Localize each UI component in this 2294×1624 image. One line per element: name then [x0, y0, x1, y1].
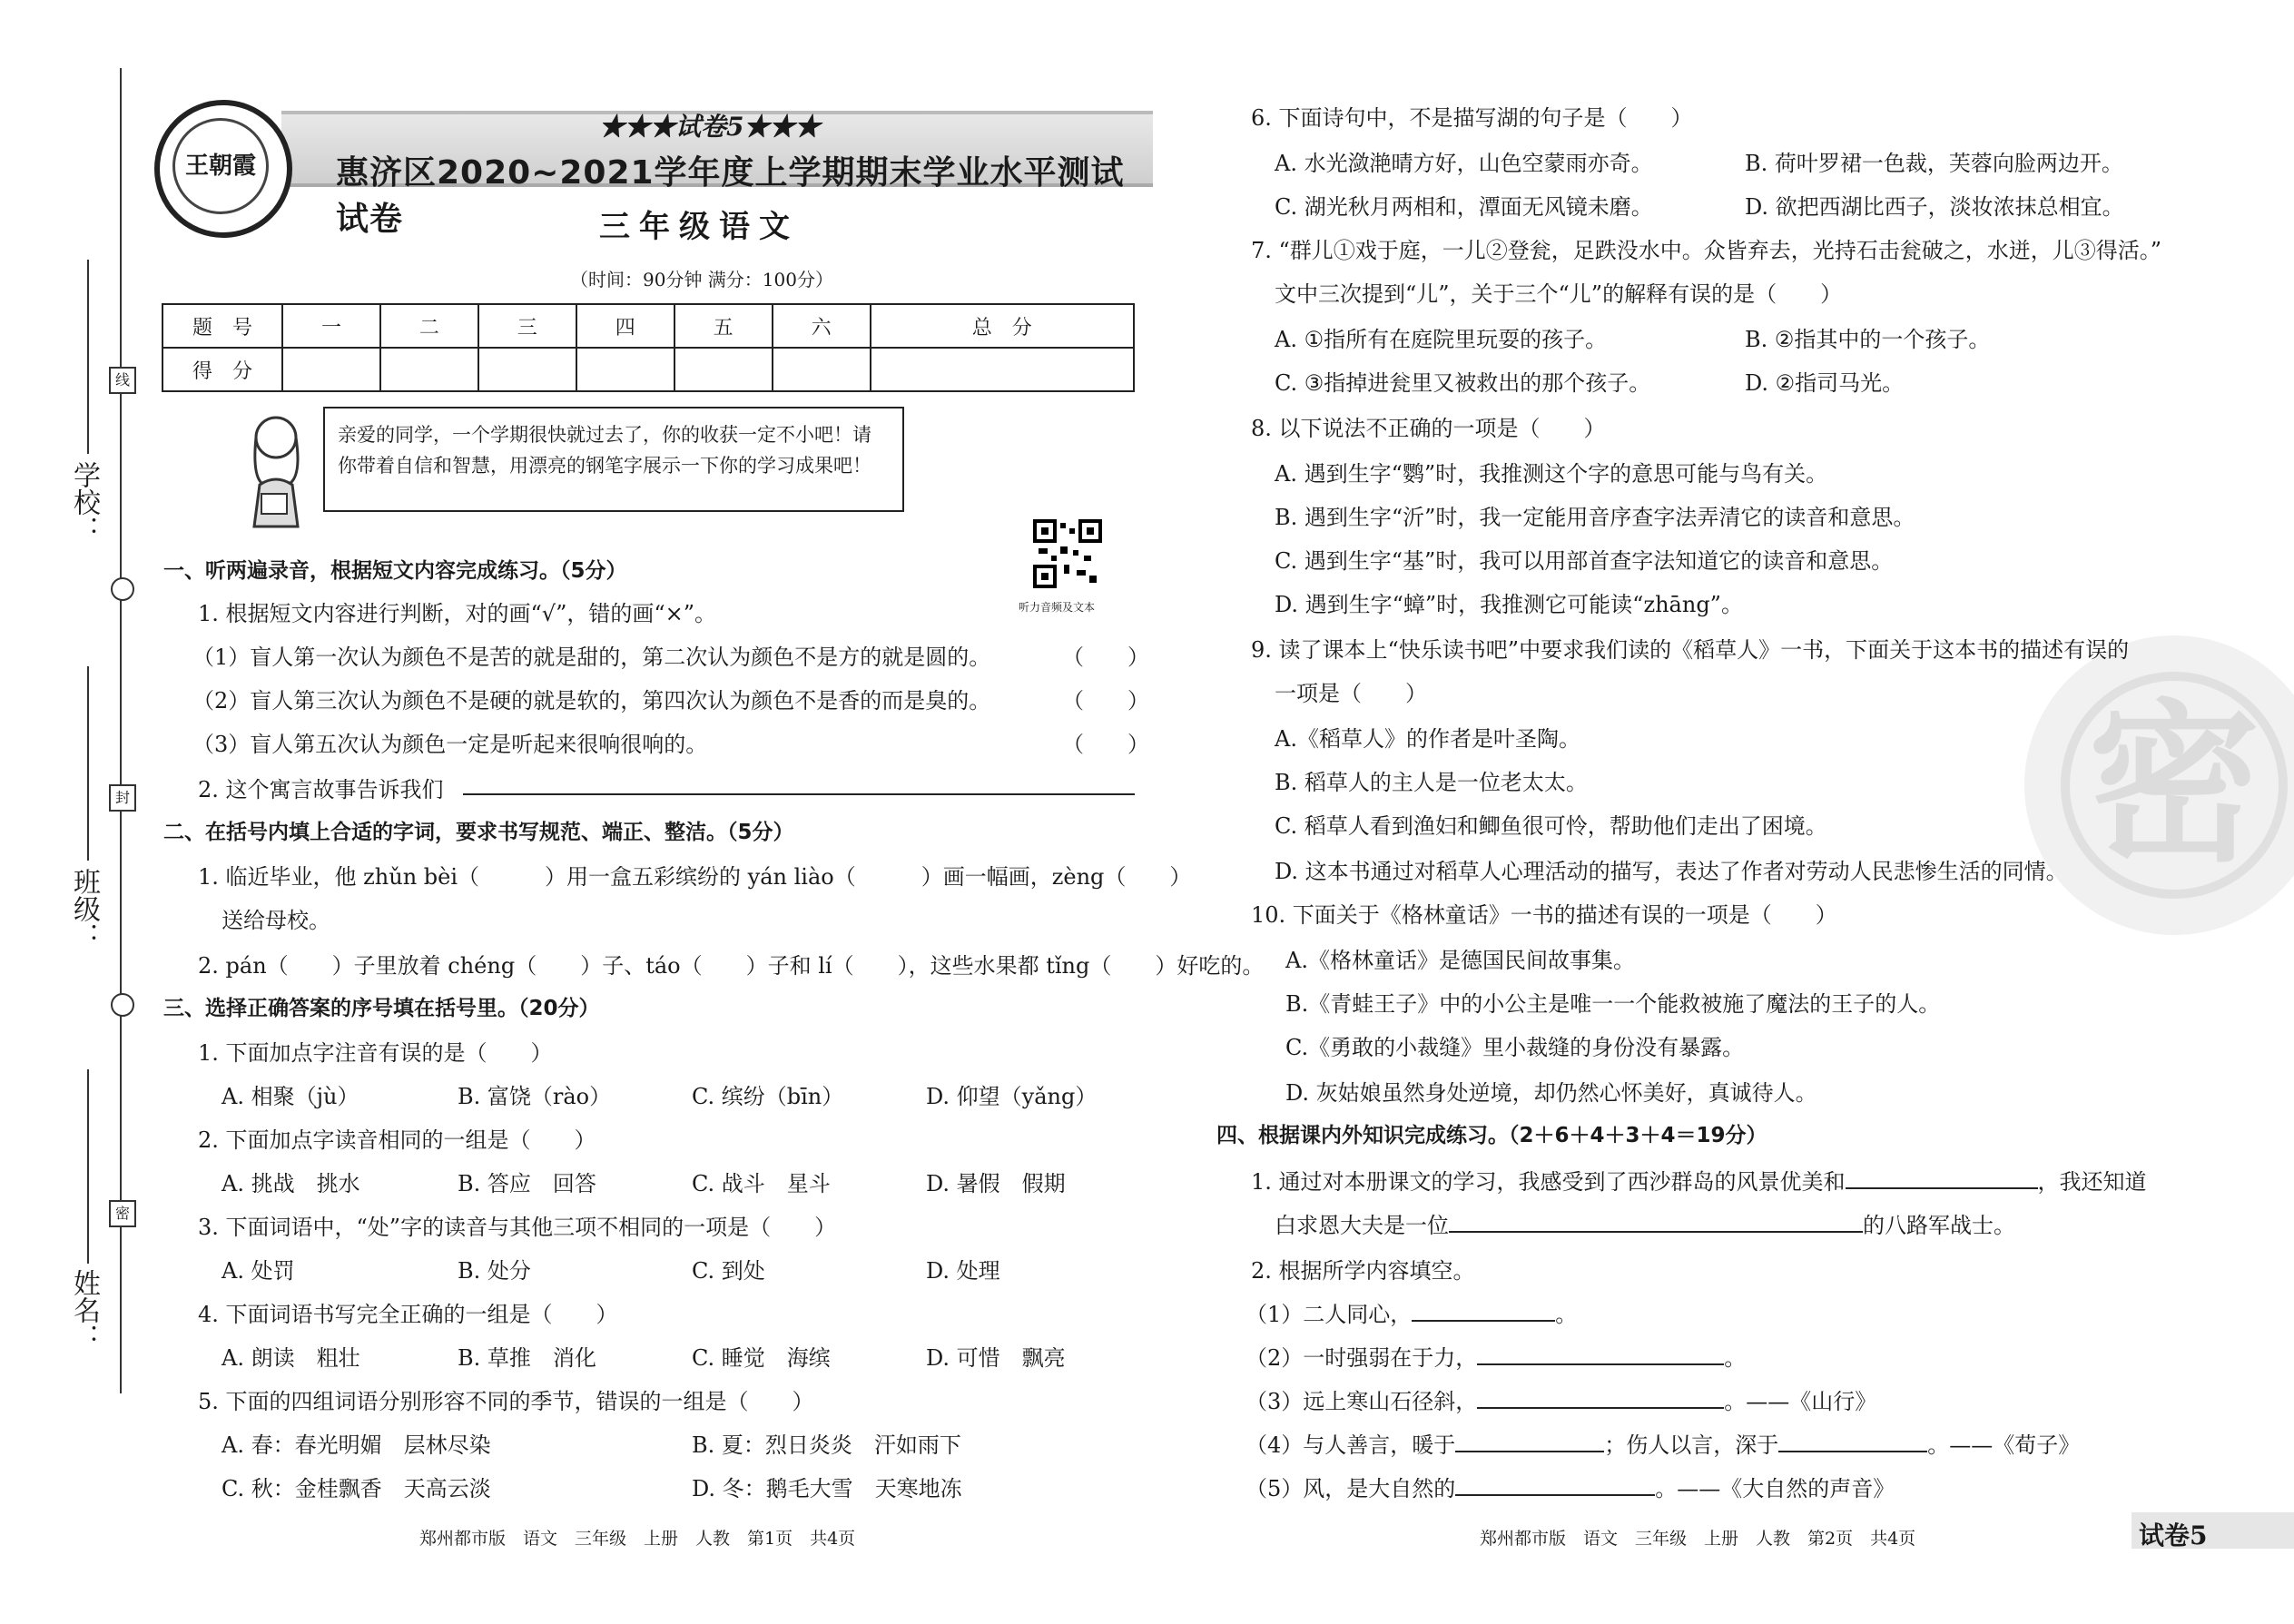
option-d[interactable]: D. 暑假 假期	[926, 1171, 1066, 1196]
s4-fill-4	[1245, 1427, 2080, 1459]
fill-text: （2）一时强弱在于力，	[1245, 1345, 1478, 1371]
score-cell[interactable]	[576, 348, 674, 391]
binding-mark-line: 线	[109, 367, 136, 394]
s1-item-1: （1）盲人第一次认为颜色不是苦的就是甜的，第二次认为颜色不是方的就是圆的。	[192, 645, 991, 670]
s4-q1b-end: 的八路军战士。	[1863, 1213, 2015, 1238]
option-d[interactable]: D. 遇到生字“蟑”时，我推测它可能读“zhāng”。	[1275, 592, 1743, 617]
section2-heading: 二、在括号内填上合适的字词，要求书写规范、端正、整洁。（5分）	[163, 821, 794, 844]
option-c[interactable]: C. 秋：金桂飘香 天高云淡	[222, 1476, 491, 1501]
option-a[interactable]: A.《格林童话》是德国民间故事集。	[1285, 948, 1635, 973]
binding-line	[120, 68, 122, 1393]
exam-number: ★★★试卷5★★★	[599, 112, 821, 142]
page-footer: 郑州都市版 语文 三年级 上册 人教 第2页 共4页	[1480, 1529, 1916, 1549]
fill-end: 。——《荀子》	[1927, 1432, 2081, 1458]
qr-caption: 听力音频及文本	[1019, 601, 1096, 614]
s3-question: 1. 下面加点字注音有误的是（ ）	[198, 1040, 553, 1066]
score-header-cell: 五	[674, 304, 773, 348]
option-c[interactable]: C. ③指掉进瓮里又被救出的那个孩子。	[1275, 370, 1651, 396]
q9: 9. 读了课本上“快乐读书吧”中要求我们读的《稻草人》一书，下面关于这本书的描述有误的	[1251, 637, 2130, 663]
class-write-line	[87, 666, 89, 861]
s4-fill-2	[1245, 1340, 1746, 1372]
publisher-logo	[154, 100, 292, 238]
answer-blank[interactable]	[1412, 1300, 1555, 1322]
answer-blank[interactable]	[1455, 1474, 1655, 1496]
s3-question: 2. 下面加点字读音相同的一组是（ ）	[198, 1127, 596, 1153]
answer-blank[interactable]	[1449, 1211, 1863, 1233]
option-a[interactable]: A. 朗读 粗壮	[222, 1345, 360, 1371]
option-d[interactable]: D. 冬：鹅毛大雪 天寒地冻	[692, 1476, 962, 1501]
seal-char: 密	[2061, 672, 2288, 899]
q6: 6. 下面诗句中，不是描写湖的句子是（ ）	[1251, 105, 1693, 131]
section4-heading: 四、根据课内外知识完成练习。（2＋6＋4＋3＋4＝19分）	[1216, 1124, 1767, 1147]
answer-blank[interactable]	[1477, 1343, 1724, 1365]
option-c[interactable]: C. 战斗 星斗	[692, 1171, 831, 1196]
score-header-cell: 题 号	[162, 304, 282, 348]
girl-illustration	[234, 410, 316, 528]
s4-q1	[1251, 1164, 2147, 1196]
score-cell[interactable]	[674, 348, 773, 391]
option-d[interactable]: D. 这本书通过对稻草人心理活动的描写，表达了作者对劳动人民悲惨生活的同情。	[1275, 859, 2068, 884]
option-a[interactable]: A. 水光潋滟晴方好，山色空蒙雨亦奇。	[1275, 151, 1653, 176]
score-header-cell: 二	[380, 304, 478, 348]
option-a[interactable]: A. 相聚（jù）	[222, 1084, 359, 1109]
option-c[interactable]: C. 睡觉 海缤	[692, 1345, 831, 1371]
score-cell[interactable]	[478, 348, 576, 391]
binding-hole	[111, 577, 134, 601]
score-table-header-row	[162, 304, 1134, 348]
option-a[interactable]: A. 春：春光明媚 层林尽染	[222, 1432, 491, 1458]
s4-q1-end: ，我还知道	[2037, 1169, 2147, 1195]
q10: 10. 下面关于《格林童话》一书的描述有误的一项是（ ）	[1251, 902, 1837, 928]
logo-text: 王朝霞	[172, 118, 269, 214]
fill-mid: ；伤人以言，深于	[1604, 1432, 1779, 1458]
name-label: 姓名：	[68, 1269, 100, 1351]
option-d[interactable]: D. ②指司马光。	[1745, 370, 1905, 396]
answer-blank[interactable]	[1477, 1387, 1724, 1409]
s4-q1-text: 1. 通过对本册课文的学习，我感受到了西沙群岛的风景优美和	[1251, 1169, 1846, 1195]
score-table-score-row	[162, 348, 1134, 391]
s4-q2: 2. 根据所学内容填空。	[1251, 1258, 1475, 1284]
option-b[interactable]: B. 处分	[458, 1258, 531, 1284]
q7-cont: 文中三次提到“儿”，关于三个“儿”的解释有误的是（ ）	[1275, 281, 1843, 307]
school-write-line	[87, 260, 89, 454]
answer-line[interactable]	[463, 793, 1135, 795]
option-d[interactable]: D. 仰望（yǎng）	[926, 1084, 1098, 1109]
score-header-cell: 总 分	[871, 304, 1134, 348]
exam-subtitle: 三年级语文	[599, 209, 799, 245]
answer-paren[interactable]: （ ）	[1062, 732, 1149, 757]
score-table	[162, 303, 1135, 392]
s4-fill-3	[1245, 1383, 1876, 1415]
answer-paren[interactable]: （ ）	[1062, 645, 1149, 670]
s2-q1-cont: 送给母校。	[222, 908, 330, 933]
section3-heading: 三、选择正确答案的序号填在括号里。（20分）	[163, 997, 600, 1020]
secret-seal-watermark	[2024, 635, 2294, 935]
fill-text: （1）二人同心，	[1245, 1302, 1413, 1327]
option-c[interactable]: C.《勇敢的小裁缝》里小裁缝的身份没有暴露。	[1285, 1035, 1745, 1060]
score-row-label: 得 分	[162, 348, 282, 391]
fill-end: 。——《山行》	[1724, 1389, 1877, 1414]
option-d[interactable]: D. 欲把西湖比西子，淡妆浓抹总相宜。	[1745, 194, 2124, 220]
s2-q1: 1. 临近毕业，他 zhǔn bèi（ ）用一盒五彩缤纷的 yán liào（ ）画一幅画，zèng（ ）	[198, 864, 1192, 890]
option-c[interactable]: C. 稻草人看到渔妇和鲫鱼很可怜，帮助他们走出了困境。	[1275, 813, 1827, 839]
qr-code-icon[interactable]	[1033, 519, 1102, 588]
s1-item-3: （3）盲人第五次认为颜色一定是听起来很响很响的。	[192, 732, 708, 757]
fill-end: 。	[1724, 1345, 1747, 1371]
s1-q2: 2. 这个寓言故事告诉我们	[198, 777, 444, 802]
class-label: 班级：	[68, 868, 100, 950]
answer-blank[interactable]	[1846, 1167, 2038, 1189]
option-b[interactable]: B. 稻草人的主人是一位老太太。	[1275, 770, 1588, 795]
option-d[interactable]: D. 处理	[926, 1258, 1000, 1284]
name-write-line	[87, 1069, 89, 1264]
s4-fill-5	[1245, 1471, 1895, 1502]
option-b[interactable]: B.《青蛙王子》中的小公主是唯一一个能救被施了魔法的王子的人。	[1285, 991, 1941, 1017]
fill-end: 。——《大自然的声音》	[1655, 1476, 1895, 1501]
option-a[interactable]: A. ①指所有在庭院里玩耍的孩子。	[1275, 327, 1608, 352]
option-c[interactable]: C. 缤纷（bīn）	[692, 1084, 844, 1109]
s3-question: 5. 下面的四组词语分别形容不同的季节，错误的一组是（ ）	[198, 1389, 814, 1414]
option-b[interactable]: B. ②指其中的一个孩子。	[1745, 327, 1991, 352]
option-d[interactable]: D. 灰姑娘虽然身处逆境，却仍然心怀美好，真诚待人。	[1285, 1080, 1817, 1106]
option-b[interactable]: B. 答应 回答	[458, 1171, 596, 1196]
option-a[interactable]: A. 挑战 挑水	[222, 1171, 360, 1196]
score-cell[interactable]	[773, 348, 871, 391]
score-header-cell: 四	[576, 304, 674, 348]
s3-question: 3. 下面词语中，“处”字的读音与其他三项不相同的一项是（ ）	[198, 1215, 837, 1240]
answer-paren[interactable]: （ ）	[1062, 688, 1149, 714]
option-b[interactable]: B. 夏：烈日炎炎 汗如雨下	[692, 1432, 961, 1458]
s4-q1-cont	[1275, 1207, 2015, 1239]
binding-hole	[111, 993, 134, 1017]
score-header-cell: 三	[478, 304, 576, 348]
q8: 8. 以下说法不正确的一项是（ ）	[1251, 416, 1606, 441]
exam-title: 惠济区2020~2021学年度上学期期末学业水平测试试卷	[336, 154, 1125, 238]
q9-cont: 一项是（ ）	[1275, 681, 1427, 706]
option-c[interactable]: C. 遇到生字“基”时，我可以用部首查字法知道它的读音和意思。	[1275, 548, 1894, 574]
greeting-bubble: 亲爱的同学，一个学期很快就过去了，你的收获一定不小吧！请你带着自信和智慧，用漂亮的钢笔字展示一下你的学习成果吧！	[323, 407, 904, 512]
option-a[interactable]: A. 遇到生字“鹦”时，我推测这个字的意思可能与鸟有关。	[1275, 461, 1828, 487]
school-label: 学校：	[68, 461, 100, 543]
time-info: （时间：90分钟 满分：100分）	[570, 269, 833, 290]
option-b[interactable]: B. 遇到生字“沂”时，我一定能用音序查字法弄清它的读音和意思。	[1275, 505, 1915, 530]
option-b[interactable]: B. 草推 消化	[458, 1345, 596, 1371]
option-c[interactable]: C. 到处	[692, 1258, 765, 1284]
s3-question: 4. 下面词语书写完全正确的一组是（ ）	[198, 1302, 618, 1327]
option-c[interactable]: C. 湖光秋月两相和，潭面无风镜未磨。	[1275, 194, 1653, 220]
score-header-cell: 六	[773, 304, 871, 348]
answer-blank[interactable]	[1455, 1431, 1604, 1452]
score-cell[interactable]	[282, 348, 380, 391]
option-d[interactable]: D. 可惜 飘亮	[926, 1345, 1066, 1371]
score-header-cell: 一	[282, 304, 380, 348]
option-a[interactable]: A.《稻草人》的作者是叶圣陶。	[1275, 726, 1580, 752]
binding-mark-secret: 密	[109, 1200, 136, 1227]
fill-text: （3）远上寒山石径斜，	[1245, 1389, 1478, 1414]
s1-q1: 1. 根据短文内容进行判断，对的画“√”，错的画“×”。	[198, 601, 717, 626]
q7: 7. “群儿①戏于庭，一儿②登瓮，足跌没水中。众皆弃去，光持石击瓮破之，水迸，儿③得活。”	[1251, 238, 2162, 263]
corner-exam-label: 试卷5	[2139, 1521, 2208, 1550]
fill-end: 。	[1555, 1302, 1578, 1327]
option-a[interactable]: A. 处罚	[222, 1258, 295, 1284]
s1-item-2: （2）盲人第三次认为颜色不是硬的就是软的，第四次认为颜色不是香的而是臭的。	[192, 688, 991, 714]
option-b[interactable]: B. 富饶（rào）	[458, 1084, 612, 1109]
page-footer: 郑州都市版 语文 三年级 上册 人教 第1页 共4页	[419, 1529, 856, 1549]
score-cell[interactable]	[380, 348, 478, 391]
option-b[interactable]: B. 荷叶罗裙一色裁，芙蓉向脸两边开。	[1745, 151, 2123, 176]
section1-heading: 一、听两遍录音，根据短文内容完成练习。（5分）	[163, 559, 627, 583]
score-cell[interactable]	[871, 348, 1134, 391]
fill-text: （4）与人善言，暖于	[1245, 1432, 1456, 1458]
s2-q2: 2. pán（ ）子里放着 chéng（ ）子、táo（ ）子和 lí（ ），这些水果都 tǐng（ ）好吃的。	[198, 953, 1265, 979]
fill-text: （5）风，是大自然的	[1245, 1476, 1456, 1501]
s4-q1b-text: 白求恩大夫是一位	[1275, 1213, 1449, 1238]
s4-fill-1	[1245, 1296, 1577, 1328]
binding-mark-seal: 封	[109, 784, 136, 812]
answer-blank[interactable]	[1778, 1431, 1927, 1452]
